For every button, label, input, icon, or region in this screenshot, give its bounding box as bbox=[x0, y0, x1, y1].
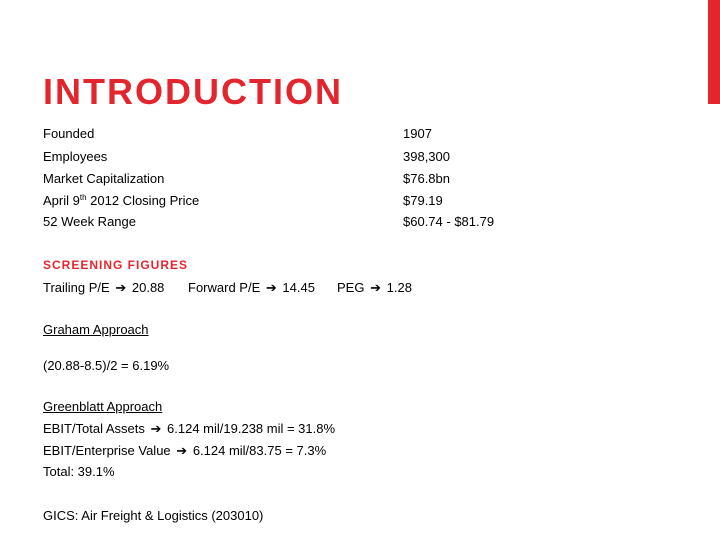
fact-label-rest: 2012 Closing Price bbox=[86, 193, 200, 208]
greenblatt-heading: Greenblatt Approach bbox=[43, 399, 163, 414]
arrow-right-icon: ➔ bbox=[370, 280, 381, 295]
slide-title: INTRODUCTION bbox=[43, 71, 343, 112]
trailing-pe-value: 20.88 bbox=[131, 280, 165, 295]
fact-value: $60.74 - $81.79 bbox=[403, 214, 495, 229]
forward-pe-label: Forward P/E bbox=[188, 280, 261, 295]
forward-pe bbox=[188, 279, 315, 297]
trailing-pe bbox=[43, 279, 164, 297]
fact-value: 1907 bbox=[403, 126, 432, 141]
fact-row-employees bbox=[43, 148, 683, 166]
forward-pe-value: 14.45 bbox=[282, 280, 315, 295]
greenblatt-line-total-assets bbox=[43, 420, 335, 438]
greenblatt-value: 6.124 mil/83.75 = 7.3% bbox=[192, 443, 327, 458]
greenblatt-total: Total: 39.1% bbox=[43, 464, 115, 479]
peg-ratio bbox=[337, 279, 412, 297]
fact-value: $79.19 bbox=[403, 193, 443, 208]
fact-label: 52 Week Range bbox=[43, 214, 136, 229]
fact-label: Founded bbox=[43, 126, 95, 141]
fact-value: $76.8bn bbox=[403, 171, 450, 186]
greenblatt-value: 6.124 mil/19.238 mil = 31.8% bbox=[167, 421, 336, 436]
peg-label: PEG bbox=[337, 280, 365, 295]
greenblatt-line-enterprise-value bbox=[43, 442, 326, 460]
peg-value: 1.28 bbox=[386, 280, 412, 295]
arrow-right-icon: ➔ bbox=[115, 280, 127, 295]
fact-label-ordinal: th bbox=[79, 193, 87, 202]
arrow-right-icon: ➔ bbox=[150, 421, 162, 436]
fact-row-market-cap bbox=[43, 170, 683, 188]
fact-row-founded bbox=[43, 125, 683, 143]
fact-label-date: April 9 bbox=[43, 193, 80, 208]
fact-row-52-week-range bbox=[43, 213, 683, 231]
arrow-right-icon: ➔ bbox=[176, 443, 188, 458]
fact-label: Employees bbox=[43, 149, 108, 164]
greenblatt-label: EBIT/Total Assets bbox=[43, 421, 145, 436]
fact-label: Market Capitalization bbox=[43, 171, 165, 186]
screening-heading: SCREENING FIGURES bbox=[43, 258, 189, 272]
gics-classification: GICS: Air Freight & Logistics (203010) bbox=[43, 508, 264, 523]
trailing-pe-label: Trailing P/E bbox=[43, 280, 110, 295]
fact-row-closing-price bbox=[43, 192, 683, 210]
fact-label bbox=[43, 192, 199, 210]
graham-formula: (20.88-8.5)/2 = 6.19% bbox=[43, 358, 170, 373]
fact-value: 398,300 bbox=[403, 149, 450, 164]
greenblatt-label: EBIT/Enterprise Value bbox=[43, 443, 171, 458]
accent-bar bbox=[708, 0, 720, 104]
graham-heading: Graham Approach bbox=[43, 322, 149, 337]
arrow-right-icon: ➔ bbox=[265, 280, 277, 295]
